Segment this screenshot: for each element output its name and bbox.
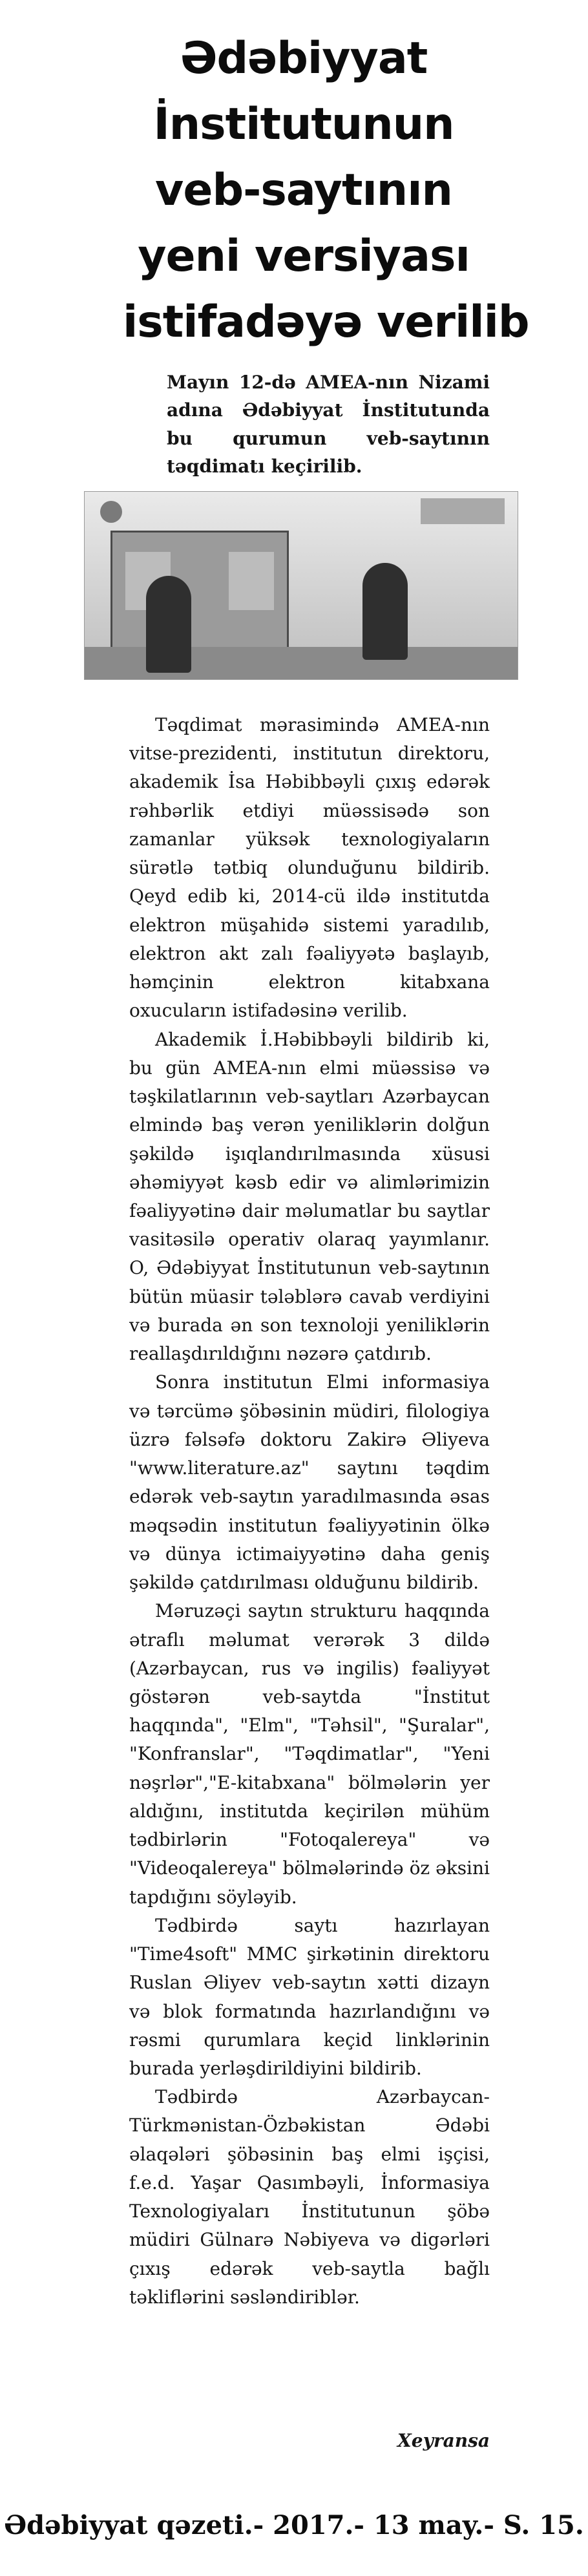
article-paragraph: Tədbirdə Azərbaycan-Türkmənistan-Özbəkistan Ədəbi əlaqələri şöbəsinin baş elmi işçisi, f.e.d. Yaşar Qasımbəyli, İnformasiya Texnologiyaları İnstitutunun şöbə müdiri Gülnarə Nəbiyeva və digərləri çıxış edərək veb-saytla bağlı təkliflərini səsləndiriblər. — [129, 2086, 490, 2308]
headline-line: veb-saytının — [155, 165, 452, 216]
article-body — [129, 711, 490, 2312]
headline-line: yeni versiyası — [138, 231, 470, 282]
emblem-icon — [100, 501, 122, 523]
speaker-figure — [146, 576, 191, 673]
article-paragraph: Təqdimat mərasimində AMEA-nın vitse-prezidenti, institutun direktoru, akademik İsa Həbibbəyli çıxış edərək rəhbərlik etdiyi müəssisədə son zamanlar yüksək texnologiyaların sürətlə tətbiq olunduğunu bildirib. Qeyd edib ki, 2014-cü ildə institutda elektron müşahidə sistemi yaradılıb, elektron akt zalı fəaliyyətə başlayıb, həmçinin elektron kitabxana oxucuların istifadəsinə verilib. — [129, 714, 490, 1022]
headline-line: istifadəyə verilib — [123, 297, 529, 348]
article-headline — [123, 26, 529, 355]
article-paragraph: Sonra institutun Elmi informasiya və tərcümə şöbəsinin müdiri, filologiya üzrə fəlsəfə doktoru Zakirə Əliyeva "www.literature.az" saytını təqdim edərək veb-saytın yaradılmasında əsas məqsədin institutun fəaliyyətinin ölkə və dünya ictimaiyyətinə daha geniş şəkildə çatdırılması olduğunu bildirib. — [129, 1371, 490, 1594]
article-paragraph: Məruzəçi saytın strukturu haqqında ətraflı məlumat verərək 3 dildə (Azərbaycan, rus və ingilis) fəaliyyət göstərən veb-saytda "İnstitut haqqında", "Elm", "Təhsil", "Şuralar", "Konfranslar", "Təqdimatlar", "Yeni nəşrlər","E-kitabxana" bölmələrin yer aldığını, institutda keçirilən mühüm tədbirlərin "Fotoqalereya" və "Videoqalereya" bölmələrində öz əksini tapdığını söyləyib. — [129, 1600, 490, 1908]
banner-graphic — [421, 498, 505, 524]
author-signature: Xeyransa — [397, 2430, 490, 2451]
attendee-figure — [362, 563, 408, 660]
event-photo — [84, 491, 518, 680]
source-citation: Ədəbiyyat qəzeti.- 2017.- 13 may.- S. 15. — [4, 2510, 584, 2540]
headline-line: Ədəbiyyat — [180, 33, 428, 84]
flag-icon — [229, 552, 274, 610]
lead-paragraph: Mayın 12-də AMEA-nın Nizami adına Ədəbiyyat İnstitutunda bu qurumun veb-saytının təqdimatı keçirilib. — [167, 372, 490, 478]
article-paragraph: Akademik İ.Həbibbəyli bildirib ki, bu gün AMEA-nın elmi müəssisə və təşkilatlarının veb-saytları Azərbaycan elmində baş verən yeniliklərin dolğun şəkildə işıqlandırılmasında xüsusi əhəmiyyət kəsb edir və alimlərimizin fəaliyyətinə dair məlumatlar bu saytlar vasitəsilə operativ olaraq yayımlanır. O, Ədəbiyyat İnstitutunun veb-saytının bütün müasir tələblərə cavab verdiyini və burada ən son texnoloji yeniliklərin reallaşdırıldığını nəzərə çatdırıb. — [129, 1028, 490, 1365]
article-paragraph: Tədbirdə saytı hazırlayan "Time4soft" MMC şirkətinin direktoru Ruslan Əliyev veb-saytın xətti dizayn və blok formatında hazırlandığını və rəsmi qurumlara keçid linklərinin burada yerləşdirildiyini bildirib. — [129, 1914, 490, 2080]
headline-line: İnstitutunun — [153, 99, 454, 150]
